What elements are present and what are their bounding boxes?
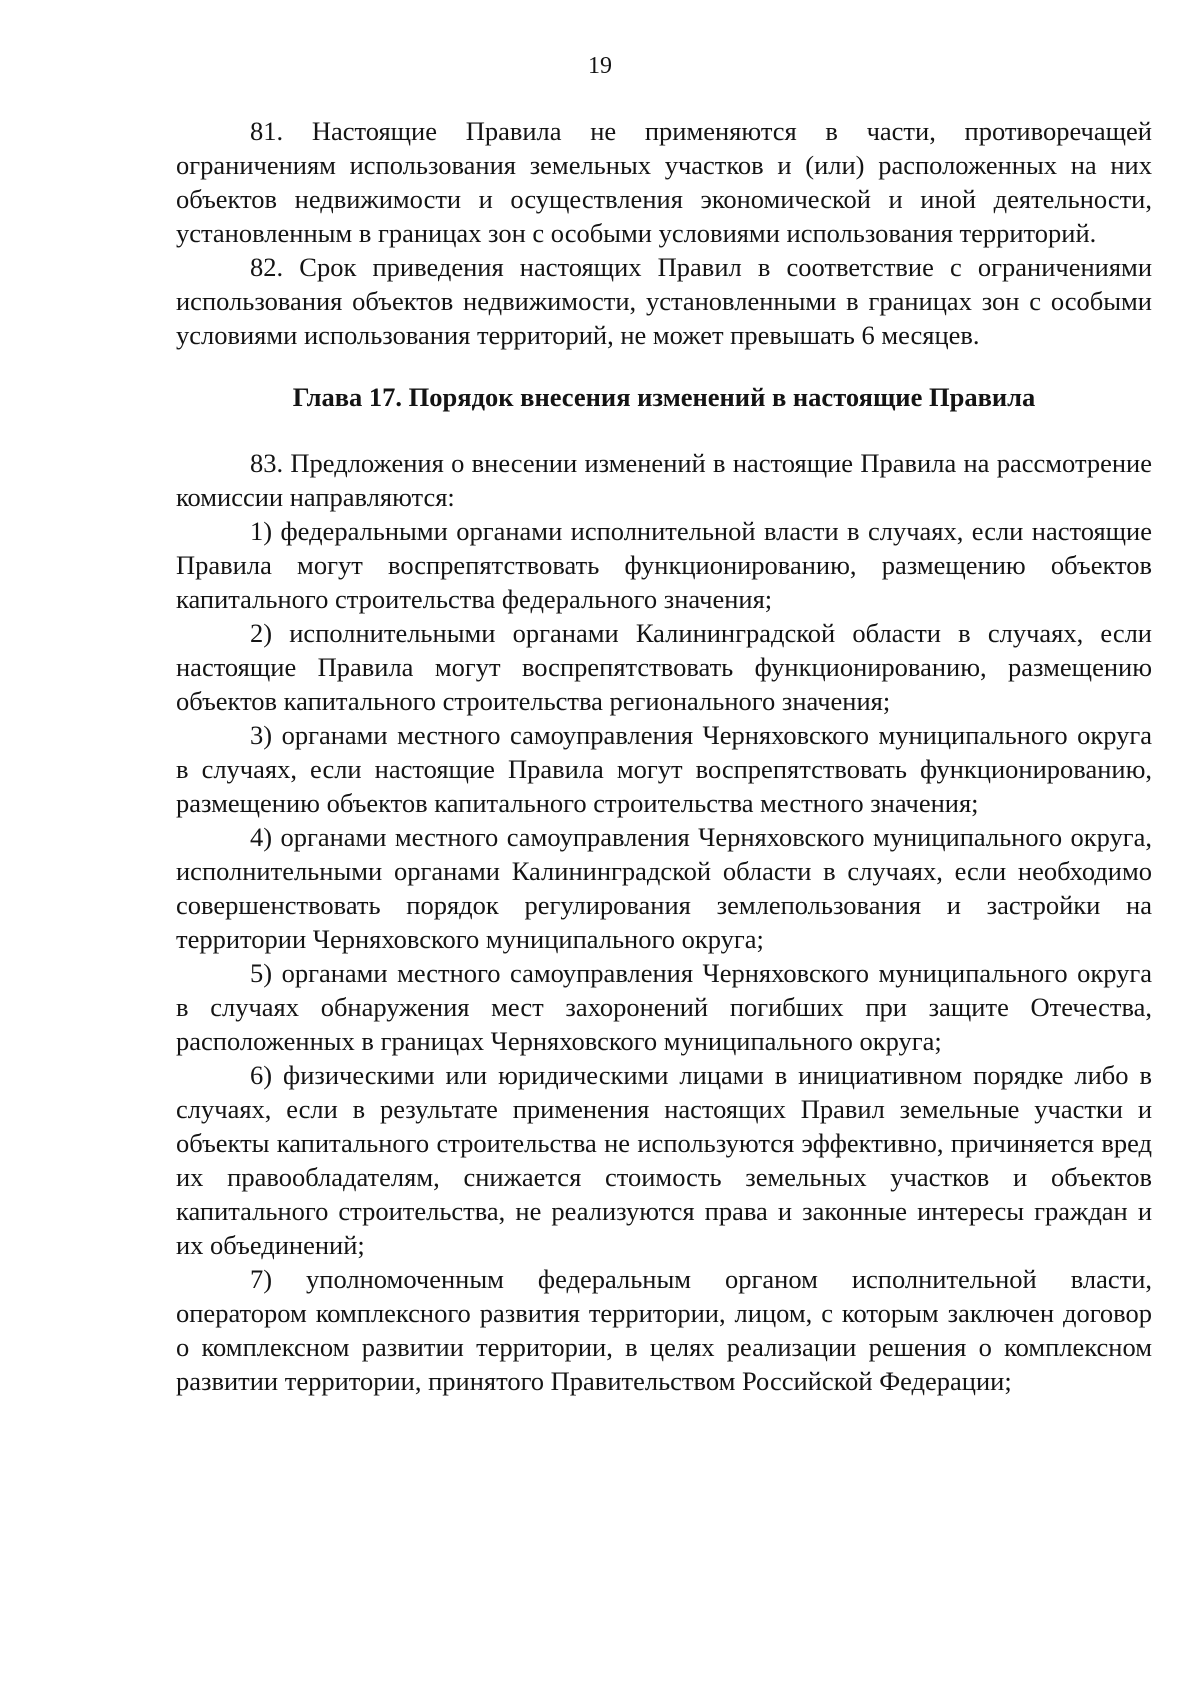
- list-item-2: 2) исполнительными органами Калининградской области в случаях, если настоящие Правила могут воспрепятствовать функционированию, размещению объектов капитального строительства регионального значения;: [176, 618, 1152, 716]
- paragraph-82: 82. Срок приведения настоящих Правил в соответствие с ограничениями использования объектов недвижимости, установленными в границах зон с особыми условиями использования территорий, не может превышать 6 месяцев.: [176, 252, 1152, 350]
- list-item-3: 3) органами местного самоуправления Черняховского муниципального округа в случаях, если настоящие Правила могут воспрепятствовать функционированию, размещению объектов капитального строительства местного значения;: [176, 720, 1152, 818]
- paragraph-81: 81. Настоящие Правила не применяются в части, противоречащей ограничениям использования земельных участков и (или) расположенных на них объектов недвижимости и осуществления экономической и иной деятельности, установленным в границах зон с особыми условиями использования территорий.: [176, 116, 1152, 248]
- page-number: 19: [588, 53, 612, 79]
- list-item-1: 1) федеральными органами исполнительной власти в случаях, если настоящие Правила могут воспрепятствовать функционированию, размещению объектов капитального строительства федерального значения;: [176, 516, 1152, 614]
- chapter-heading: Глава 17. Порядок внесения изменений в настоящие Правила: [292, 382, 1036, 412]
- paragraph-83: 83. Предложения о внесении изменений в настоящие Правила на рассмотрение комиссии направляются:: [176, 448, 1152, 512]
- document-body: [176, 114, 1152, 1398]
- list-item-5: 5) органами местного самоуправления Черняховского муниципального округа в случаях обнаружения мест захоронений погибших при защите Отечества, расположенных в границах Черняховского муниципального округа;: [176, 958, 1152, 1056]
- list-item-4: 4) органами местного самоуправления Черняховского муниципального округа, исполнительными органами Калининградской области в случаях, если необходимо совершенствовать порядок регулирования землепользования и застройки на территории Черняховского муниципального округа;: [176, 822, 1152, 954]
- list-item-7: 7) уполномоченным федеральным органом исполнительной власти, оператором комплексного развития территории, лицом, с которым заключен договор о комплексном развитии территории, в целях реализации решения о комплексном развитии территории, принятого Правительством Российской Федерации;: [176, 1264, 1152, 1396]
- list-item-6: 6) физическими или юридическими лицами в инициативном порядке либо в случаях, если в результате применения настоящих Правил земельные участки и объекты капитального строительства не используются эффективно, причиняется вред их правообладателям, снижается стоимость земельных участков и объектов капитального строительства, не реализуются права и законные интересы граждан и их объединений;: [176, 1060, 1152, 1260]
